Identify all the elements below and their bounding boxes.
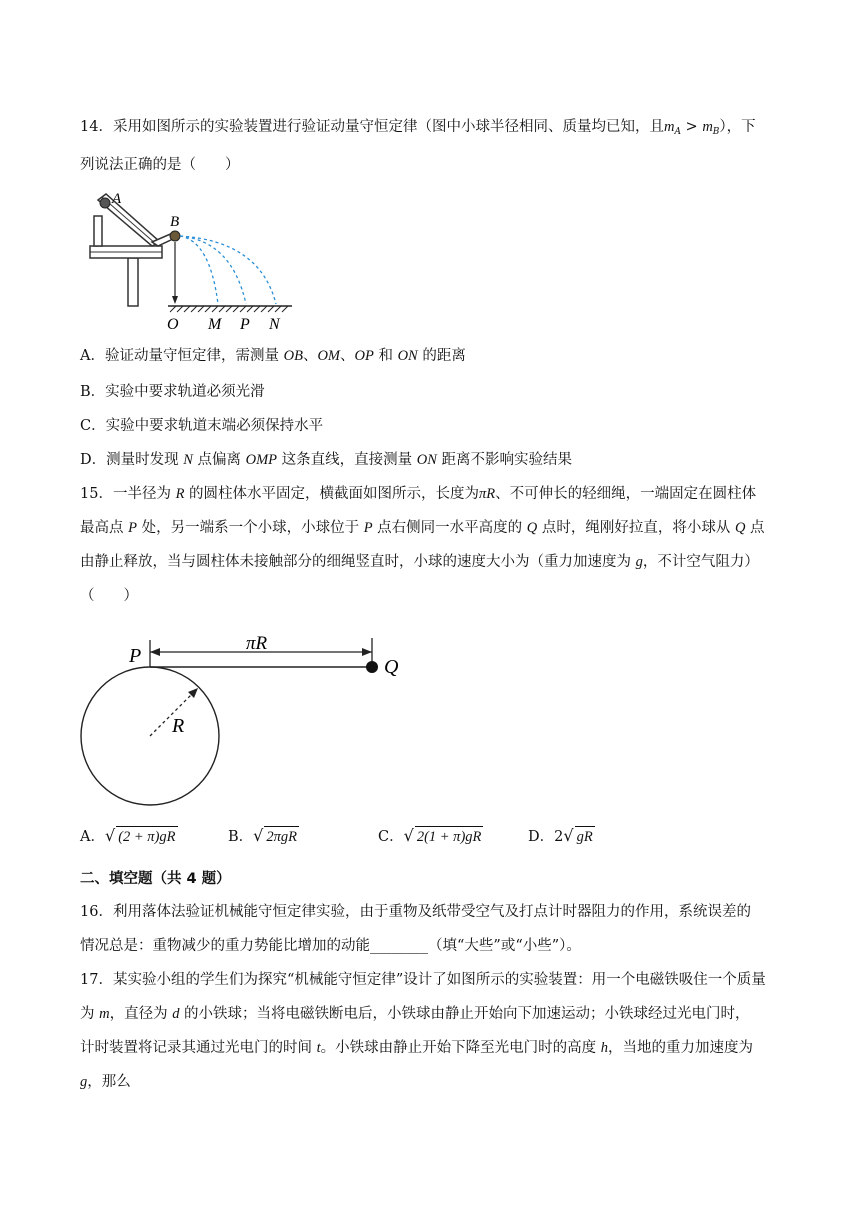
q14-stem-text: 14．采用如图所示的实验装置进行验证动量守恒定律（图中小球半径相同、质量均已知，且: [80, 119, 664, 135]
q14-line2: 列说法正确的是（ ）: [80, 157, 240, 173]
q15-line3: [80, 552, 759, 572]
q15-text: 、不可伸长的轻细绳，一端固定在圆柱体: [495, 486, 757, 502]
option-text: 这条直线，直接测量: [277, 452, 417, 468]
radical-icon: √: [563, 826, 574, 845]
symbol-pi-r: πR: [479, 486, 496, 502]
q15-options: [80, 826, 700, 846]
label-o: O: [167, 316, 179, 333]
q15-option-d: [528, 826, 595, 847]
q17-text: 计时装置将记录其通过光电门的时间: [80, 1040, 317, 1056]
q15-text: 15．一半径为: [80, 486, 176, 502]
q17-text: ，那么: [87, 1074, 131, 1090]
option-text-end: 距离不影响实验结果: [436, 452, 573, 468]
q14-option-b: B．实验中要求轨道必须光滑: [80, 384, 265, 400]
radical-icon: √: [253, 826, 264, 845]
option-text: D．测量时发现: [80, 452, 184, 468]
point-q: Q: [734, 520, 746, 536]
radical-icon: √: [403, 826, 414, 845]
separator: 、: [302, 348, 318, 364]
subscript-a: A: [674, 127, 681, 137]
q17-text: 。小铁球由静止开始下降至光电门时的高度: [320, 1040, 601, 1056]
symbol-m: m: [99, 1006, 110, 1022]
symbol-r: R: [175, 486, 185, 502]
option-coefficient: 2: [554, 829, 564, 845]
q14-stem-text-end: ），下: [719, 119, 756, 135]
label-p: P: [129, 645, 142, 667]
q16-line1: 16．利用落体法验证机械能守恒定律实验，由于重物及纸带受空气及打点计时器阻力的作用，系统误差的: [80, 904, 751, 920]
mass-symbol: m: [702, 119, 713, 135]
q17-line3: [80, 1038, 753, 1058]
q14-figure: [80, 186, 300, 334]
q17-line1: 17．某实验小组的学生们为探究“机械能守恒定律”设计了如图所示的实验装置：用一个电磁铁吸住一个质量: [80, 972, 766, 988]
q17-text: 的小铁球；当将电磁铁断电后，小铁球由静止开始向下加速运动；小铁球经过光电门时，: [179, 1006, 750, 1022]
mass-symbol: m: [663, 119, 675, 135]
q15-text: 的圆柱体水平固定，横截面如图所示，长度为: [184, 486, 480, 502]
option-label: C．: [378, 829, 404, 845]
q14-line1: [80, 117, 756, 142]
q15-text: ，不计空气阻力）: [642, 554, 759, 570]
radical-icon: √: [104, 826, 116, 845]
symbol-g: g: [80, 1074, 88, 1090]
greater-than: >: [680, 119, 703, 135]
q15-line4: （ ）: [80, 588, 138, 604]
option-expression: 2πgR: [264, 826, 299, 847]
label-m: M: [208, 316, 222, 333]
q15-line1: [80, 484, 756, 504]
q15-option-b: [228, 826, 299, 847]
q15-option-a: [80, 826, 178, 847]
option-text: A．验证动量守恒定律，需测量: [80, 348, 284, 364]
point-p: P: [128, 520, 137, 536]
q14-option-a: [80, 346, 466, 366]
ball-b: [170, 231, 180, 241]
option-label: A．: [80, 829, 105, 845]
segment-om: OM: [317, 348, 340, 364]
q15-text: 最高点: [80, 520, 129, 536]
label-pi-r: πR: [246, 633, 268, 654]
q17-line4: [80, 1072, 131, 1092]
segment-op: OP: [354, 348, 374, 364]
option-expression: gR: [575, 826, 595, 847]
q17-line2: [80, 1004, 750, 1024]
label-q: Q: [384, 656, 399, 678]
symbol-d: d: [172, 1006, 180, 1022]
q15-text: 点: [745, 520, 765, 536]
line-omp: OMP: [245, 452, 278, 468]
q15-text: 处，另一端系一个小球，小球位于: [136, 520, 364, 536]
point-q: Q: [526, 520, 538, 536]
q15-text: 点时，绳刚好拉直，将小球从: [537, 520, 735, 536]
label-p: P: [240, 316, 250, 333]
option-text-end: 的距离: [417, 348, 466, 364]
q15-option-c: [378, 826, 483, 847]
ball-a: [100, 198, 110, 208]
subscript-b: B: [712, 127, 720, 137]
q17-text: ，直径为: [109, 1006, 173, 1022]
q16-line2: 情况总是：重物减少的重力势能比增加的动能________（填“大些”或“小些”）。: [80, 938, 581, 954]
label-a: A: [112, 191, 122, 207]
label-r: R: [172, 715, 185, 737]
q15-figure: [80, 632, 420, 816]
point-n: N: [183, 452, 193, 468]
option-expression: (2 + π)gR: [116, 826, 177, 847]
ball-q: [366, 661, 378, 673]
symbol-h: h: [600, 1040, 608, 1056]
q14-option-c: C．实验中要求轨道末端必须保持水平: [80, 418, 324, 434]
option-expression: 2(1 + π)gR: [415, 826, 484, 847]
q14-option-d: [80, 450, 572, 470]
segment-ob: OB: [283, 348, 303, 364]
section-heading: 二、填空题（共 4 题）: [80, 871, 231, 887]
segment-on: ON: [397, 348, 418, 364]
symbol-g: g: [635, 554, 643, 570]
label-b: B: [170, 214, 180, 230]
point-p: P: [363, 520, 373, 536]
q15-text: 由静止释放，当与圆柱体未接触部分的细绳竖直时，小球的速度大小为（重力加速度为: [80, 554, 636, 570]
symbol-t: t: [316, 1040, 321, 1056]
q17-text: 为: [80, 1006, 100, 1022]
segment-on: ON: [416, 452, 437, 468]
q17-text: ，当地的重力加速度为: [608, 1040, 753, 1056]
option-label: D．: [528, 829, 555, 845]
label-n: N: [269, 316, 280, 333]
q15-line2: [80, 518, 765, 538]
option-text: 点偏离: [192, 452, 246, 468]
option-label: B．: [228, 829, 254, 845]
conjunction: 和: [373, 348, 398, 364]
separator: 、: [340, 348, 355, 364]
q15-text: 点右侧同一水平高度的: [372, 520, 527, 536]
